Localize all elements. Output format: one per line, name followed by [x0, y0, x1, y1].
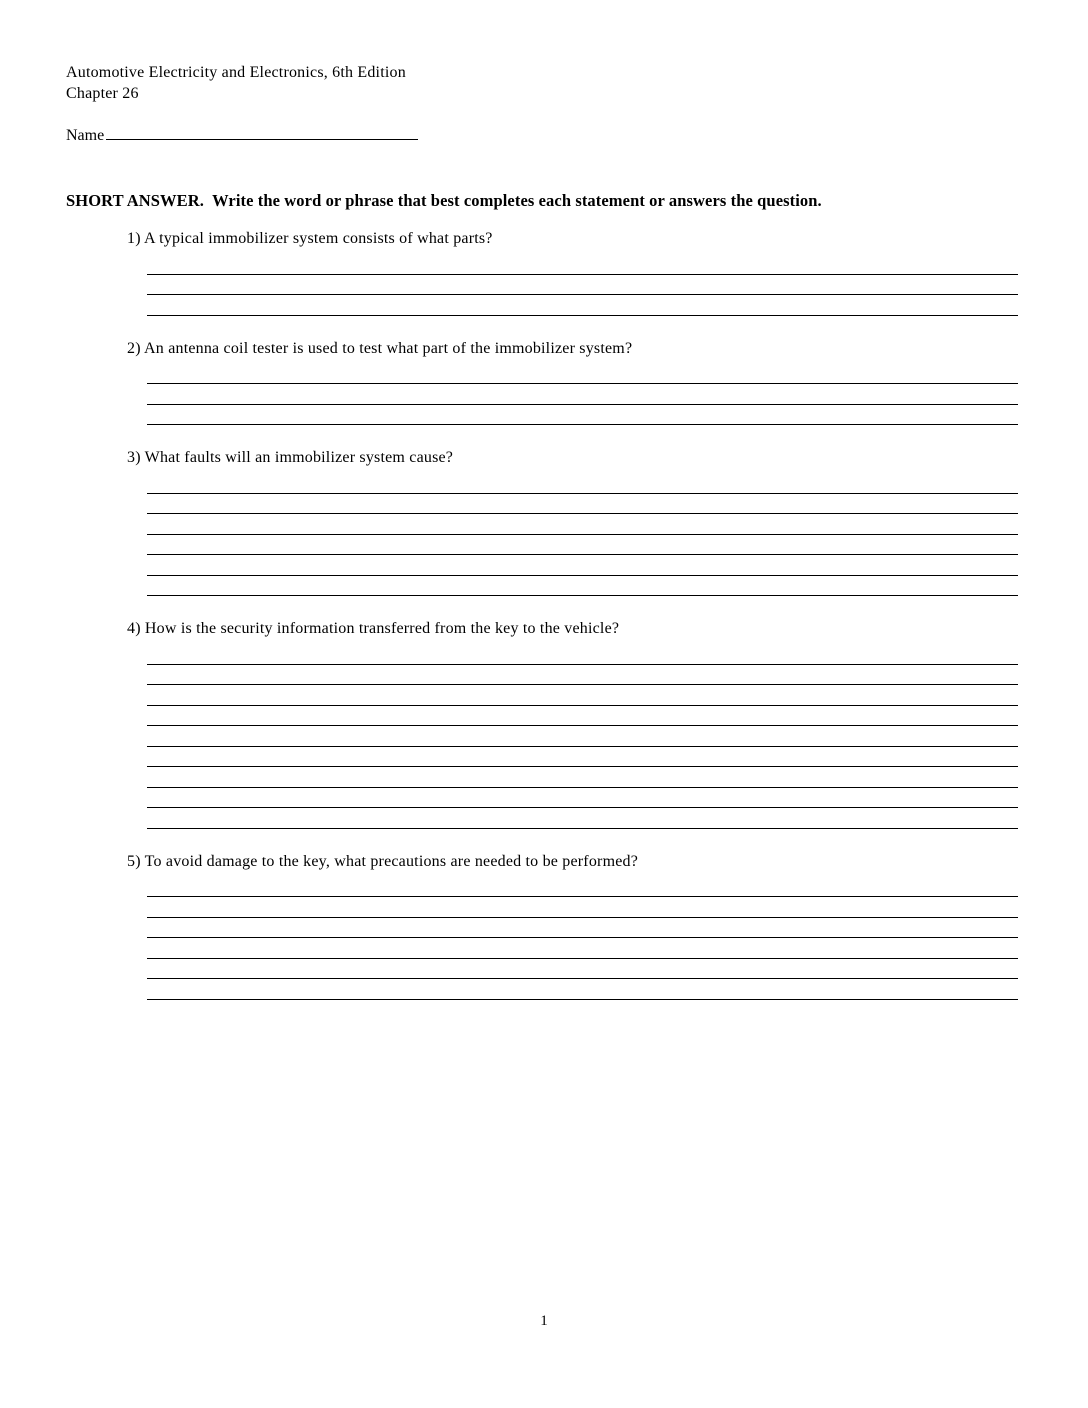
- answer-line: [147, 959, 1018, 980]
- answer-line: [147, 514, 1018, 535]
- answer-lines: [147, 877, 1018, 1000]
- answer-line: [147, 405, 1018, 426]
- page-number: 1: [540, 1313, 548, 1329]
- answer-line: [147, 535, 1018, 556]
- answer-line: [147, 665, 1018, 686]
- answer-lines: [147, 254, 1018, 316]
- answer-lines: [147, 364, 1018, 426]
- answer-line: [147, 254, 1018, 275]
- question-text: 4) How is the security information transferred from the key to the vehicle?: [127, 620, 620, 637]
- question-block: [66, 448, 1018, 596]
- answer-line: [147, 384, 1018, 405]
- answer-line: [147, 364, 1018, 385]
- question-block: [66, 229, 1018, 316]
- name-label: Name: [66, 127, 105, 144]
- question-text: 5) To avoid damage to the key, what precautions are needed to be performed?: [127, 852, 639, 870]
- question-block: [66, 339, 1018, 426]
- answer-lines: [147, 473, 1018, 596]
- answer-lines: [147, 644, 1018, 829]
- section-heading: SHORT ANSWER. Write the word or phrase that best completes each statement or answers the question.: [66, 191, 822, 210]
- answer-line: [147, 295, 1018, 316]
- question-block: [66, 619, 1018, 829]
- question-text: 3) What faults will an immobilizer system cause?: [127, 449, 454, 466]
- answer-line: [147, 726, 1018, 747]
- answer-line: [147, 555, 1018, 576]
- answer-line: [147, 767, 1018, 788]
- answer-line: [147, 897, 1018, 918]
- name-blank-line: [106, 124, 418, 140]
- name-row: [66, 124, 1018, 147]
- question-text: 1) A typical immobilizer system consists of what parts?: [127, 230, 493, 247]
- answer-line: [147, 918, 1018, 939]
- answer-line: [147, 788, 1018, 809]
- document-header: [66, 62, 1018, 104]
- answer-line: [147, 473, 1018, 494]
- chapter-label: Chapter 26: [66, 85, 139, 102]
- page-footer: [0, 1313, 1088, 1330]
- answer-line: [147, 706, 1018, 727]
- answer-line: [147, 877, 1018, 898]
- book-title: Automotive Electricity and Electronics, 6th Edition: [66, 64, 406, 81]
- questions-area: [66, 229, 1018, 1000]
- answer-line: [147, 644, 1018, 665]
- answer-line: [147, 576, 1018, 597]
- question-block: [66, 852, 1018, 1000]
- answer-line: [147, 275, 1018, 296]
- answer-line: [147, 747, 1018, 768]
- question-text: 2) An antenna coil tester is used to test what part of the immobilizer system?: [127, 339, 633, 357]
- answer-line: [147, 938, 1018, 959]
- answer-line: [147, 685, 1018, 706]
- answer-line: [147, 808, 1018, 829]
- answer-line: [147, 494, 1018, 515]
- answer-line: [147, 979, 1018, 1000]
